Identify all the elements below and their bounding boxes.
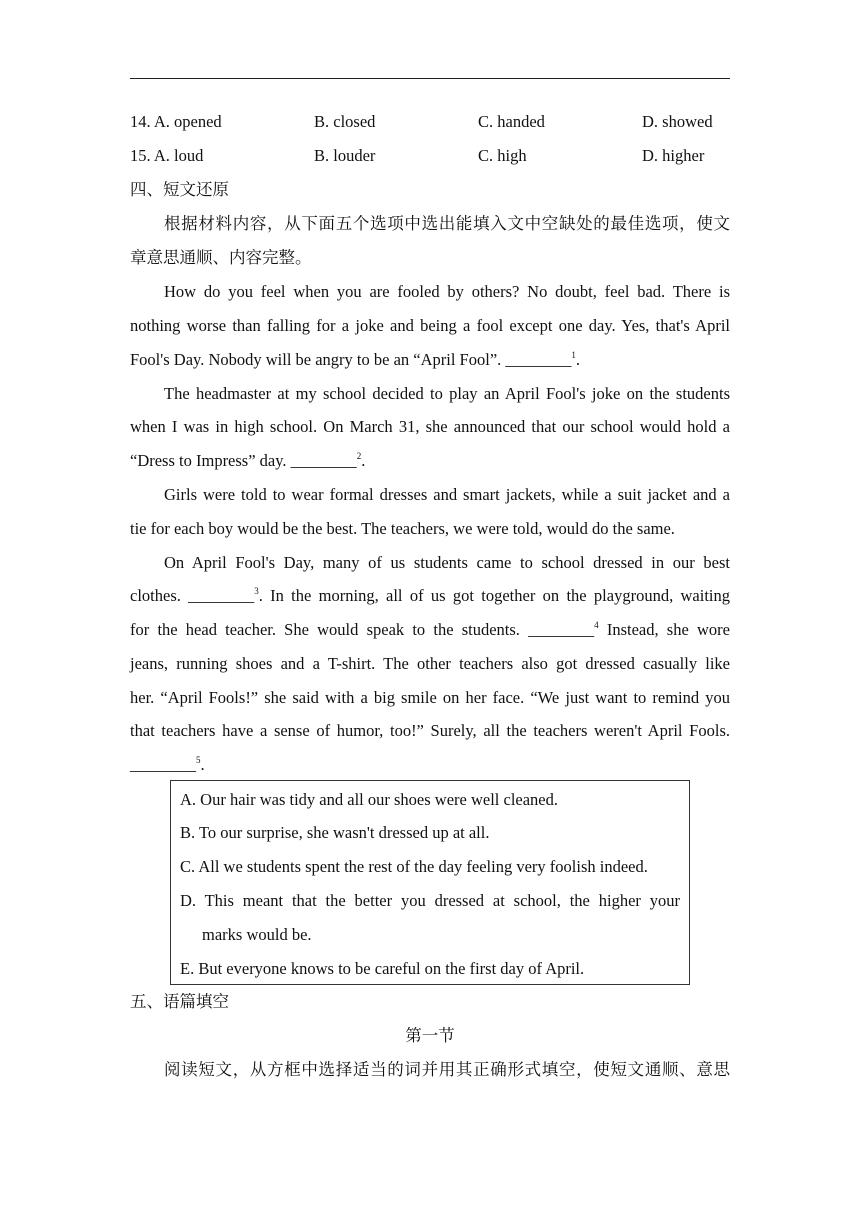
blank-2-number: 2 <box>356 451 362 461</box>
option-d-line2: marks would be. <box>202 925 312 944</box>
passage-p4-line2-rest: . In the morning, all of us got together on the playground, waiting <box>258 586 730 605</box>
option-a: A. Our hair was tidy and all our shoes were well cleaned. <box>180 790 559 809</box>
blank-1-text: Fool's Day. Nobody will be angry to be an “April Fool”. ________ <box>130 350 572 369</box>
mc-14-b: B. closed <box>314 112 376 131</box>
section5-instruction-line1: 阅读短文，从方框中选择适当的词并用其正确形式填空，使短文通顺、意思 <box>164 1060 730 1079</box>
passage-p1-line2: nothing worse than falling for a joke and being a fool except one day. Yes, that's April <box>130 316 730 335</box>
blank-4-number: 4 <box>594 620 599 630</box>
passage-p4-line1: On April Fool's Day, many of us students came to school dressed in our best <box>164 553 730 572</box>
option-b: B. To our surprise, she wasn't dressed up at all. <box>180 823 490 842</box>
mc-15-b: B. louder <box>314 146 376 165</box>
passage-p4-line6: that teachers have a sense of humor, too!” Surely, all the teachers weren't April Fools. <box>130 721 730 740</box>
passage-p4-line4: jeans, running shoes and a T-shirt. The other teachers also got dressed casually like <box>130 654 730 673</box>
section4-instruction-line2: 章意思通顺、内容完整。 <box>130 248 312 267</box>
options-box <box>170 780 690 985</box>
mc-15-a: 15. A. loud <box>130 146 204 165</box>
mc-14-a: 14. A. opened <box>130 112 222 131</box>
blank-5-text: ________ <box>130 755 196 774</box>
mc-14-d: D. showed <box>642 112 713 131</box>
passage-p4-line3 <box>130 620 730 640</box>
passage-p4-line3-rest: Instead, she wore <box>598 620 730 639</box>
passage-p2-line2: when I was in high school. On March 31, she announced that our school would hold a <box>130 417 730 436</box>
blank-2-text: “Dress to Impress” day. ________ <box>130 451 357 470</box>
section4-heading: 四、短文还原 <box>130 180 229 199</box>
mc-15-c: C. high <box>478 146 527 165</box>
passage-p4-line5: her. “April Fools!” she said with a big smile on her face. “We just want to remind you <box>130 688 730 707</box>
passage-p3-line1: Girls were told to wear formal dresses and smart jackets, while a suit jacket and a <box>164 485 730 504</box>
passage-p1-line3 <box>130 350 730 370</box>
period: . <box>361 451 366 470</box>
passage-p2-line1: The headmaster at my school decided to play an April Fool's joke on the students <box>164 384 730 403</box>
blank-3-number: 3 <box>254 586 259 596</box>
blank-4-text: for the head teacher. She would speak to the students. ________ <box>130 620 595 639</box>
header-rule <box>130 78 730 79</box>
option-c: C. All we students spent the rest of the day feeling very foolish indeed. <box>180 857 648 876</box>
section5-subheading: 第一节 <box>405 1026 455 1045</box>
section4-instruction-line1: 根据材料内容，从下面五个选项中选出能填入文中空缺处的最佳选项，使文 <box>164 214 730 233</box>
passage-p4-line2 <box>130 586 730 606</box>
blank-3-text: clothes. ________ <box>130 586 255 605</box>
blank-1-number: 1 <box>571 350 576 360</box>
passage-p4-line7 <box>130 755 730 775</box>
period: . <box>200 755 205 774</box>
mc-14-c: C. handed <box>478 112 545 131</box>
option-d-line1: D. This meant that the better you dressed at school, the higher your <box>180 891 680 910</box>
section5-heading: 五、语篇填空 <box>130 992 229 1011</box>
blank-5-number: 5 <box>196 755 201 765</box>
mc-15-d: D. higher <box>642 146 705 165</box>
passage-p1-line1: How do you feel when you are fooled by others? No doubt, feel bad. There is <box>164 282 730 301</box>
option-e: E. But everyone knows to be careful on the first day of April. <box>180 959 585 978</box>
period: . <box>575 350 581 369</box>
passage-p2-line3 <box>130 451 730 471</box>
passage-p3-line2: tie for each boy would be the best. The teachers, we were told, would do the same. <box>130 519 675 538</box>
